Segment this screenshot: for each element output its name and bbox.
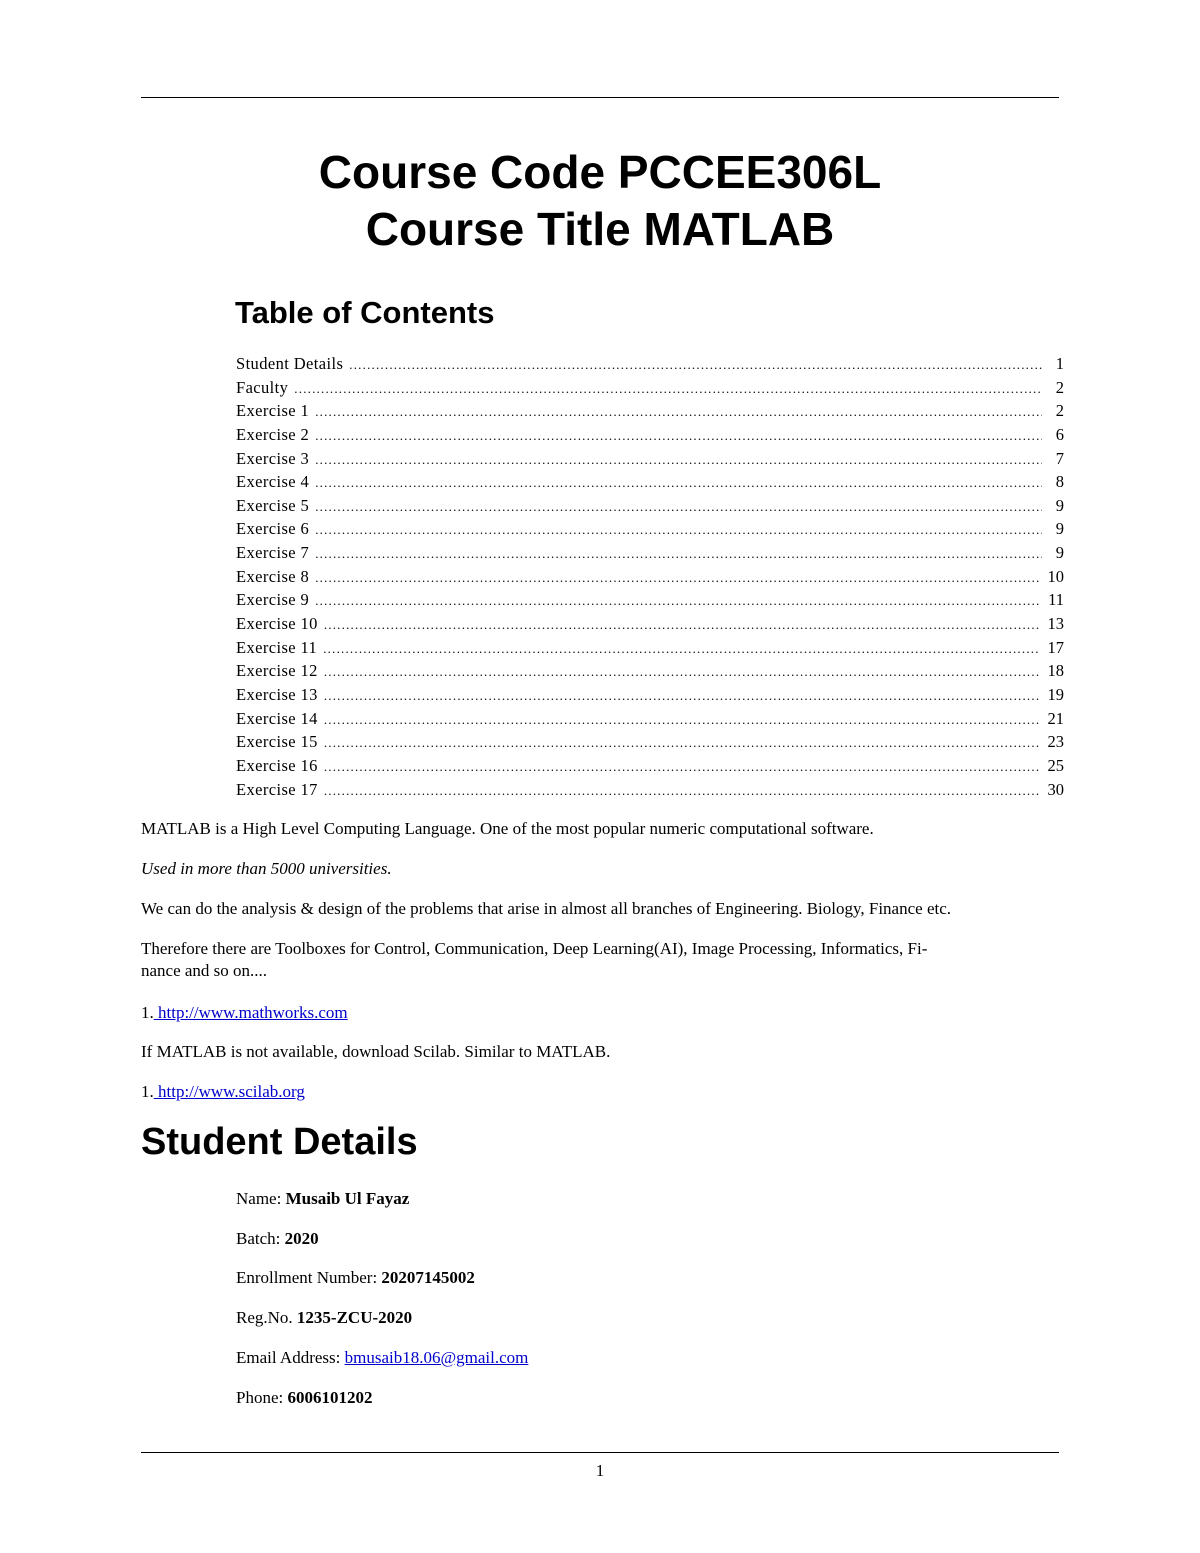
toc-leader-dots	[324, 731, 1040, 755]
toc-entry[interactable]	[236, 565, 1064, 589]
toc-entry[interactable]	[236, 517, 1064, 541]
toc-entry-page: 25	[1047, 755, 1064, 775]
toc-entry-page: 6	[1055, 424, 1064, 444]
course-title: Course Title MATLAB	[365, 203, 835, 255]
toc-entry-label: Exercise 2	[236, 424, 310, 444]
toc-entry-label: Exercise 4	[236, 472, 310, 492]
student-phone	[236, 1387, 372, 1409]
toc-leader-dots	[324, 613, 1040, 637]
toc-entry-page: 9	[1055, 495, 1064, 515]
toc-entry[interactable]	[236, 376, 1064, 400]
email-label: Email Address:	[236, 1348, 345, 1367]
toc-leader-dots	[315, 518, 1042, 542]
toc-entry-label: Exercise 10	[236, 614, 318, 634]
toc-entry[interactable]	[236, 352, 1064, 376]
list-number: 1.	[141, 1003, 154, 1022]
toolboxes-line-1: Therefore there are Toolboxes for Control, Communication, Deep Learning(AI), Image Processing, Informatics, Fi-	[141, 939, 928, 958]
student-batch	[236, 1228, 319, 1250]
toc-entry-label: Exercise 7	[236, 543, 310, 563]
toc-leader-dots	[315, 448, 1042, 472]
toc-entry-label: Exercise 17	[236, 779, 318, 799]
toc-leader-dots	[315, 400, 1042, 424]
toc-entry[interactable]	[236, 470, 1064, 494]
toc-entry-label: Exercise 13	[236, 684, 318, 704]
toc-entry-label: Exercise 1	[236, 401, 310, 421]
toc-heading: Table of Contents	[235, 295, 495, 330]
student-details-heading: Student Details	[141, 1121, 418, 1163]
mathworks-link[interactable]: http://www.mathworks.com	[153, 1003, 348, 1022]
toc-entry[interactable]	[236, 659, 1064, 683]
toc-entry-label: Exercise 14	[236, 708, 318, 728]
toc-entry[interactable]	[236, 494, 1064, 518]
student-enrollment	[236, 1267, 475, 1289]
toc-entry-page: 8	[1055, 472, 1064, 492]
student-reg-no	[236, 1307, 412, 1329]
table-of-contents	[236, 352, 1064, 801]
toc-entry-label: Exercise 6	[236, 519, 310, 539]
intro-paragraph: MATLAB is a High Level Computing Language. One of the most popular numeric computational software.	[141, 819, 874, 838]
toc-entry-page: 2	[1055, 401, 1064, 421]
toc-leader-dots	[315, 495, 1042, 519]
toc-entry-label: Exercise 5	[236, 495, 310, 515]
toc-entry-page: 11	[1048, 590, 1064, 610]
toc-entry-page: 13	[1047, 614, 1064, 634]
toolboxes-line-2: nance and so on....	[141, 961, 268, 980]
toc-leader-dots	[323, 637, 1039, 661]
toc-entry[interactable]	[236, 754, 1064, 778]
toc-leader-dots	[315, 589, 1040, 613]
toc-entry[interactable]	[236, 447, 1064, 471]
toc-entry-page: 30	[1047, 779, 1064, 799]
toc-leader-dots	[324, 684, 1040, 708]
toc-leader-dots	[324, 708, 1040, 732]
enrollment-label: Enrollment Number:	[236, 1268, 382, 1287]
toc-entry-label: Student Details	[236, 354, 344, 373]
toc-entry[interactable]	[236, 707, 1064, 731]
course-code-title: Course Code PCCEE306L	[318, 146, 882, 198]
header-rule	[141, 97, 1059, 98]
email-link[interactable]: bmusaib18.06@gmail.com	[344, 1348, 529, 1367]
toc-entry-label: Faculty	[236, 377, 289, 397]
scilab-link-item	[141, 1081, 1059, 1103]
toc-entry-label: Exercise 16	[236, 755, 318, 775]
toc-entry-page: 9	[1055, 519, 1064, 539]
toc-entry[interactable]	[236, 399, 1064, 423]
toc-entry-page: 2	[1055, 377, 1064, 397]
phone-label: Phone:	[236, 1388, 288, 1407]
toc-entry-label: Exercise 3	[236, 448, 310, 468]
scilab-note: If MATLAB is not available, download Scilab. Similar to MATLAB.	[141, 1042, 611, 1061]
student-email	[236, 1347, 528, 1369]
student-name	[236, 1188, 409, 1210]
toc-leader-dots	[324, 779, 1040, 803]
toc-entry[interactable]	[236, 778, 1064, 802]
toc-leader-dots	[315, 471, 1042, 495]
toc-leader-dots	[294, 377, 1042, 401]
name-label: Name:	[236, 1189, 286, 1208]
toc-entry[interactable]	[236, 683, 1064, 707]
toc-entry-page: 9	[1055, 543, 1064, 563]
toc-entry-page: 23	[1047, 732, 1064, 752]
toc-entry-label: Exercise 9	[236, 590, 310, 610]
toolboxes-paragraph	[141, 938, 1059, 982]
batch-label: Batch:	[236, 1229, 285, 1248]
mathworks-link-item	[141, 1002, 1059, 1024]
list-number: 1.	[141, 1082, 154, 1101]
toc-entry-label: Exercise 8	[236, 566, 310, 586]
toc-entry-page: 7	[1055, 448, 1064, 468]
toc-entry-page: 19	[1047, 684, 1064, 704]
reg-label: Reg.No.	[236, 1308, 297, 1327]
page-number: 1	[595, 1461, 605, 1480]
toc-entry[interactable]	[236, 636, 1064, 660]
toc-leader-dots	[315, 542, 1042, 566]
reg-value: 1235-ZCU-2020	[296, 1308, 413, 1327]
toc-entry-label: Exercise 15	[236, 732, 318, 752]
toc-entry-label: Exercise 11	[236, 637, 318, 657]
toc-entry[interactable]	[236, 423, 1064, 447]
batch-value: 2020	[284, 1229, 319, 1248]
enrollment-value: 20207145002	[381, 1268, 475, 1287]
toc-entry[interactable]	[236, 730, 1064, 754]
toc-leader-dots	[315, 566, 1039, 590]
toc-entry-page: 18	[1047, 661, 1064, 681]
toc-entry[interactable]	[236, 588, 1064, 612]
name-value: Musaib Ul Fayaz	[285, 1189, 410, 1208]
toc-entry-page: 21	[1047, 708, 1064, 728]
scilab-link[interactable]: http://www.scilab.org	[153, 1082, 305, 1101]
toc-entry[interactable]	[236, 612, 1064, 636]
toc-entry-page: 1	[1055, 354, 1064, 373]
footer-rule	[141, 1452, 1059, 1453]
phone-value: 6006101202	[287, 1388, 373, 1407]
toc-leader-dots	[324, 755, 1040, 779]
toc-leader-dots	[324, 660, 1040, 684]
toc-entry-page: 10	[1047, 566, 1064, 586]
analysis-paragraph: We can do the analysis & design of the problems that arise in almost all branches of Engineering. Biology, Finance etc.	[141, 899, 952, 918]
toc-leader-dots	[315, 424, 1042, 448]
universities-note: Used in more than 5000 universities.	[141, 859, 392, 878]
toc-entry[interactable]	[236, 541, 1064, 565]
toc-entry-page: 17	[1047, 637, 1064, 657]
toc-entry-label: Exercise 12	[236, 661, 318, 681]
toc-leader-dots	[349, 353, 1042, 377]
